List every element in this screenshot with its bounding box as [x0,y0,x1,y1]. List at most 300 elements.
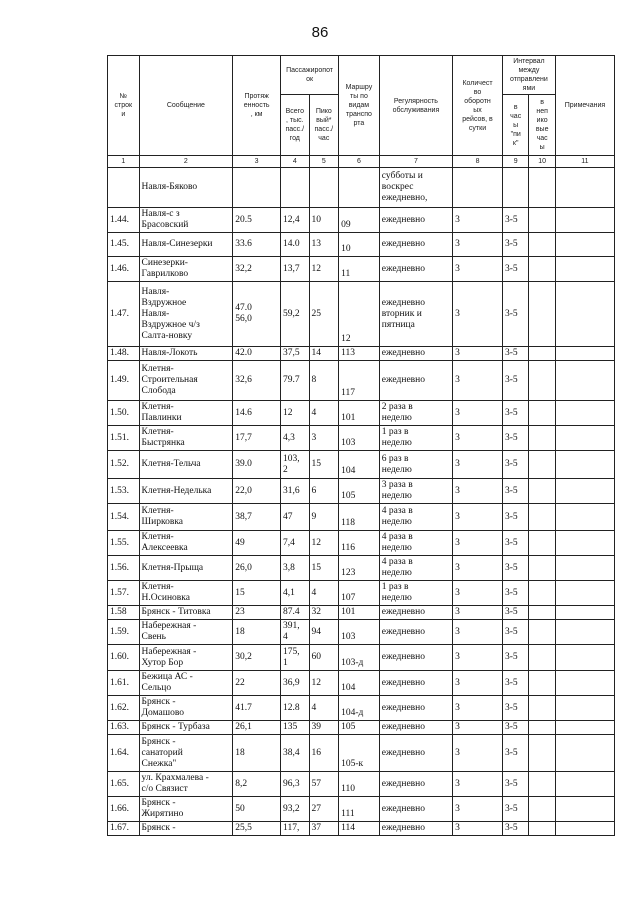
interval-peak-cell: 3-5 [502,581,528,606]
trips-count-cell: 3 [453,606,503,620]
table-row [108,426,615,451]
route-name-cell: Брянск - Домашово [139,696,233,721]
route-number-cell: 12 [339,282,380,347]
route-number-cell: 103-д [339,645,380,671]
table-row [108,479,615,504]
notes-cell [555,479,614,504]
table-row [108,797,615,822]
row-number-cell: 1.49. [108,361,140,401]
regularity-cell: ежедневно [379,671,452,696]
table-row [108,671,615,696]
header-num: № строк и [108,56,140,156]
row-number-cell: 1.44. [108,208,140,233]
interval-peak-cell: 3-5 [502,822,528,836]
interval-peak-cell: 3-5 [502,451,528,479]
route-number-cell: 107 [339,581,380,606]
route-number-cell: 101 [339,606,380,620]
route-number-cell: 11 [339,257,380,282]
interval-offpeak-cell [529,401,555,426]
table-row [108,581,615,606]
column-number: 9 [502,156,528,168]
table-row [108,735,615,772]
regularity-cell: ежедневно [379,208,452,233]
row-number-cell: 1.60. [108,645,140,671]
route-name-cell: Клетня- Павлинки [139,401,233,426]
column-number: 7 [379,156,452,168]
regularity-cell: ежедневно [379,696,452,721]
flow-peak-cell: 25 [309,282,339,347]
notes-cell [555,797,614,822]
routes-table [107,55,615,836]
route-name-cell: Бежица АС - Сельцо [139,671,233,696]
regularity-cell: 6 раз в неделю [379,451,452,479]
row-number-cell: 1.54. [108,504,140,531]
trips-count-cell: 3 [453,721,503,735]
route-length-cell [233,168,281,208]
table-row [108,721,615,735]
route-length-cell: 32,2 [233,257,281,282]
table-row [108,257,615,282]
route-name-cell: Брянск - [139,822,233,836]
notes-cell [555,347,614,361]
route-length-cell: 8,2 [233,772,281,797]
route-length-cell: 33.6 [233,233,281,257]
route-number-cell: 101 [339,401,380,426]
row-number-cell: 1.66. [108,797,140,822]
table-row [108,606,615,620]
table-row [108,168,615,208]
route-length-cell: 38,7 [233,504,281,531]
trips-count-cell: 3 [453,645,503,671]
route-length-cell: 15 [233,581,281,606]
notes-cell [555,696,614,721]
flow-total-cell: 135 [281,721,310,735]
flow-total-cell [281,168,310,208]
trips-count-cell: 3 [453,426,503,451]
route-number-cell: 09 [339,208,380,233]
table-row [108,556,615,581]
interval-offpeak-cell [529,208,555,233]
row-number-cell: 1.61. [108,671,140,696]
trips-count-cell: 3 [453,479,503,504]
header-passenger-flow: Пассажиропот ок [281,56,339,95]
row-number-cell: 1.65. [108,772,140,797]
route-name-cell: Навля-Локоть [139,347,233,361]
column-number: 11 [555,156,614,168]
header-flow-total: Всего , тыс. пасс./ год [281,95,310,156]
row-number-cell: 1.62. [108,696,140,721]
row-number-cell: 1.48. [108,347,140,361]
regularity-cell: ежедневно [379,721,452,735]
header-length: Протяж енность , км [233,56,281,156]
table-row [108,772,615,797]
flow-peak-cell: 16 [309,735,339,772]
row-number-cell: 1.46. [108,257,140,282]
route-number-cell: 103 [339,426,380,451]
header-regularity: Регулярность обслуживания [379,56,452,156]
route-name-cell: Набережная - Хутор Бор [139,645,233,671]
flow-total-cell: 14.0 [281,233,310,257]
notes-cell [555,282,614,347]
flow-peak-cell [309,168,339,208]
row-number-cell: 1.50. [108,401,140,426]
regularity-cell: ежедневно [379,233,452,257]
regularity-cell: 3 раза в неделю [379,479,452,504]
route-length-cell: 17,7 [233,426,281,451]
row-number-cell: 1.59. [108,620,140,645]
route-length-cell: 18 [233,620,281,645]
flow-total-cell: 12 [281,401,310,426]
interval-offpeak-cell [529,282,555,347]
notes-cell [555,426,614,451]
trips-count-cell: 3 [453,735,503,772]
interval-peak-cell: 3-5 [502,426,528,451]
route-number-cell [339,168,380,208]
regularity-cell: 4 раза в неделю [379,531,452,556]
interval-peak-cell: 3-5 [502,347,528,361]
table-row [108,645,615,671]
row-number-cell [108,168,140,208]
route-name-cell: Навля-с з Брасовский [139,208,233,233]
trips-count-cell: 3 [453,451,503,479]
regularity-cell: ежедневно [379,772,452,797]
route-name-cell: Клетня-Прыща [139,556,233,581]
flow-total-cell: 96,3 [281,772,310,797]
notes-cell [555,772,614,797]
route-name-cell: Навля- Вздружное Навля- Вздружное ч/з Салта-новку [139,282,233,347]
column-number: 4 [281,156,310,168]
table-row [108,531,615,556]
flow-peak-cell: 6 [309,479,339,504]
route-number-cell: 113 [339,347,380,361]
flow-peak-cell: 10 [309,208,339,233]
flow-total-cell: 4,3 [281,426,310,451]
route-name-cell: Синезерки- Гаврилково [139,257,233,282]
regularity-cell: ежедневно вторник и пятница [379,282,452,347]
column-number-row [108,156,615,168]
route-name-cell: Клетня- Н.Осиновка [139,581,233,606]
notes-cell [555,504,614,531]
row-number-cell: 1.52. [108,451,140,479]
route-name-cell: Клетня- Быстрянка [139,426,233,451]
trips-count-cell: 3 [453,531,503,556]
trips-count-cell [453,168,503,208]
route-length-cell: 26,1 [233,721,281,735]
flow-total-cell: 79.7 [281,361,310,401]
trips-count-cell: 3 [453,504,503,531]
interval-peak-cell: 3-5 [502,735,528,772]
regularity-cell: ежедневно [379,797,452,822]
regularity-cell: ежедневно [379,620,452,645]
route-number-cell: 105 [339,721,380,735]
column-number: 1 [108,156,140,168]
page-number: 86 [311,24,329,41]
route-length-cell: 47.0 56,0 [233,282,281,347]
notes-cell [555,257,614,282]
interval-offpeak-cell [529,671,555,696]
notes-cell [555,556,614,581]
flow-peak-cell: 9 [309,504,339,531]
route-name-cell: Клетня- Ширковка [139,504,233,531]
interval-peak-cell: 3-5 [502,531,528,556]
interval-offpeak-cell [529,797,555,822]
flow-total-cell: 38,4 [281,735,310,772]
interval-peak-cell: 3-5 [502,620,528,645]
trips-count-cell: 3 [453,401,503,426]
interval-offpeak-cell [529,822,555,836]
route-number-cell: 114 [339,822,380,836]
flow-total-cell: 13,7 [281,257,310,282]
notes-cell [555,645,614,671]
row-number-cell: 1.64. [108,735,140,772]
trips-count-cell: 3 [453,696,503,721]
route-name-cell: Клетня-Неделька [139,479,233,504]
interval-peak-cell: 3-5 [502,645,528,671]
interval-peak-cell: 3-5 [502,504,528,531]
table-row [108,361,615,401]
regularity-cell: 2 раза в неделю [379,401,452,426]
route-number-cell: 116 [339,531,380,556]
notes-cell [555,822,614,836]
interval-offpeak-cell [529,721,555,735]
notes-cell [555,606,614,620]
column-number: 6 [339,156,380,168]
interval-offpeak-cell [529,426,555,451]
route-number-cell: 104-д [339,696,380,721]
trips-count-cell: 3 [453,361,503,401]
header-routes-by-transport: Маршру ты по видам транспо рта [339,56,380,156]
flow-peak-cell: 3 [309,426,339,451]
notes-cell [555,401,614,426]
route-number-cell: 10 [339,233,380,257]
flow-peak-cell: 57 [309,772,339,797]
regularity-cell: 1 раз в неделю [379,426,452,451]
flow-total-cell: 87.4 [281,606,310,620]
header-flow-peak: Пико вый* пасс./ час [309,95,339,156]
trips-count-cell: 3 [453,233,503,257]
column-number: 2 [139,156,233,168]
interval-offpeak-cell [529,504,555,531]
route-number-cell: 105-к [339,735,380,772]
interval-offpeak-cell [529,581,555,606]
interval-offpeak-cell [529,233,555,257]
notes-cell [555,721,614,735]
flow-peak-cell: 32 [309,606,339,620]
route-name-cell: Клетня- Алексеевка [139,531,233,556]
column-number: 5 [309,156,339,168]
regularity-cell: ежедневно [379,822,452,836]
interval-peak-cell: 3-5 [502,208,528,233]
route-name-cell: Брянск - санаторий Снежка" [139,735,233,772]
flow-total-cell: 103, 2 [281,451,310,479]
trips-count-cell: 3 [453,282,503,347]
flow-total-cell: 37,5 [281,347,310,361]
interval-peak-cell: 3-5 [502,282,528,347]
flow-peak-cell: 12 [309,531,339,556]
interval-peak-cell: 3-5 [502,696,528,721]
route-name-cell: Брянск - Жирятино [139,797,233,822]
header-interval-offpeak: в неп ико вые час ы [529,95,555,156]
interval-offpeak-cell [529,696,555,721]
interval-peak-cell: 3-5 [502,361,528,401]
regularity-cell: 4 раза в неделю [379,556,452,581]
table-row [108,696,615,721]
trips-count-cell: 3 [453,581,503,606]
interval-peak-cell [502,168,528,208]
flow-peak-cell: 4 [309,401,339,426]
flow-peak-cell: 4 [309,696,339,721]
flow-peak-cell: 12 [309,671,339,696]
header-interval-peak: в час ы "пи к" [502,95,528,156]
table-row [108,620,615,645]
interval-offpeak-cell [529,556,555,581]
route-length-cell: 32,6 [233,361,281,401]
column-number: 3 [233,156,281,168]
notes-cell [555,451,614,479]
interval-peak-cell: 3-5 [502,479,528,504]
trips-count-cell: 3 [453,797,503,822]
route-name-cell: Навля-Бяково [139,168,233,208]
route-length-cell: 25,5 [233,822,281,836]
flow-total-cell: 7,4 [281,531,310,556]
notes-cell [555,208,614,233]
flow-peak-cell: 15 [309,451,339,479]
interval-offpeak-cell [529,620,555,645]
notes-cell [555,531,614,556]
row-number-cell: 1.47. [108,282,140,347]
route-name-cell: Клетня- Строительная Слобода [139,361,233,401]
interval-offpeak-cell [529,735,555,772]
flow-total-cell: 117, [281,822,310,836]
table-body [108,168,615,836]
table-row [108,282,615,347]
notes-cell [555,735,614,772]
route-name-cell: Брянск - Турбаза [139,721,233,735]
row-number-cell: 1.67. [108,822,140,836]
table-row [108,504,615,531]
interval-peak-cell: 3-5 [502,233,528,257]
notes-cell [555,671,614,696]
route-number-cell: 110 [339,772,380,797]
interval-peak-cell: 3-5 [502,772,528,797]
row-number-cell: 1.58 [108,606,140,620]
route-length-cell: 30,2 [233,645,281,671]
flow-total-cell: 59,2 [281,282,310,347]
trips-count-cell: 3 [453,620,503,645]
flow-total-cell: 391, 4 [281,620,310,645]
route-name-cell: Клетня-Тельча [139,451,233,479]
flow-peak-cell: 14 [309,347,339,361]
regularity-cell: ежедневно [379,735,452,772]
trips-count-cell: 3 [453,772,503,797]
flow-peak-cell: 27 [309,797,339,822]
flow-peak-cell: 12 [309,257,339,282]
regularity-cell: 1 раз в неделю [379,581,452,606]
header-row-1 [108,56,615,95]
regularity-cell: ежедневно [379,361,452,401]
route-length-cell: 20.5 [233,208,281,233]
flow-peak-cell: 60 [309,645,339,671]
interval-offpeak-cell [529,531,555,556]
interval-peak-cell: 3-5 [502,556,528,581]
header-notes: Примечания [555,56,614,156]
notes-cell [555,168,614,208]
route-length-cell: 22,0 [233,479,281,504]
route-length-cell: 14.6 [233,401,281,426]
flow-total-cell: 175, 1 [281,645,310,671]
trips-count-cell: 3 [453,257,503,282]
table-row [108,451,615,479]
interval-offpeak-cell [529,347,555,361]
interval-offpeak-cell [529,257,555,282]
interval-offpeak-cell [529,361,555,401]
row-number-cell: 1.53. [108,479,140,504]
notes-cell [555,581,614,606]
flow-peak-cell: 15 [309,556,339,581]
route-number-cell: 104 [339,671,380,696]
flow-total-cell: 3,8 [281,556,310,581]
row-number-cell: 1.56. [108,556,140,581]
flow-total-cell: 12,4 [281,208,310,233]
table-row [108,401,615,426]
regularity-cell: ежедневно [379,257,452,282]
route-number-cell: 111 [339,797,380,822]
regularity-cell: ежедневно [379,347,452,361]
table-row [108,233,615,257]
interval-offpeak-cell [529,606,555,620]
route-name-cell: Брянск - Титовка [139,606,233,620]
route-number-cell: 104 [339,451,380,479]
route-number-cell: 118 [339,504,380,531]
row-number-cell: 1.63. [108,721,140,735]
row-number-cell: 1.57. [108,581,140,606]
table-row [108,208,615,233]
interval-peak-cell: 3-5 [502,257,528,282]
flow-peak-cell: 37 [309,822,339,836]
flow-peak-cell: 4 [309,581,339,606]
interval-peak-cell: 3-5 [502,606,528,620]
regularity-cell: ежедневно [379,645,452,671]
regularity-cell: 4 раза в неделю [379,504,452,531]
row-number-cell: 1.45. [108,233,140,257]
flow-peak-cell: 8 [309,361,339,401]
route-length-cell: 39.0 [233,451,281,479]
column-number: 10 [529,156,555,168]
route-length-cell: 22 [233,671,281,696]
route-length-cell: 49 [233,531,281,556]
route-length-cell: 18 [233,735,281,772]
interval-peak-cell: 3-5 [502,721,528,735]
header-interval: Интервал между отправлени ями [502,56,555,95]
flow-total-cell: 47 [281,504,310,531]
flow-total-cell: 36,9 [281,671,310,696]
trips-count-cell: 3 [453,347,503,361]
flow-total-cell: 4,1 [281,581,310,606]
route-length-cell: 23 [233,606,281,620]
trips-count-cell: 3 [453,208,503,233]
interval-offpeak-cell [529,168,555,208]
route-length-cell: 41.7 [233,696,281,721]
interval-offpeak-cell [529,451,555,479]
flow-total-cell: 12.8 [281,696,310,721]
flow-total-cell: 93,2 [281,797,310,822]
interval-peak-cell: 3-5 [502,797,528,822]
route-number-cell: 117 [339,361,380,401]
flow-total-cell: 31,6 [281,479,310,504]
regularity-cell: ежедневно [379,606,452,620]
flow-peak-cell: 13 [309,233,339,257]
interval-offpeak-cell [529,479,555,504]
